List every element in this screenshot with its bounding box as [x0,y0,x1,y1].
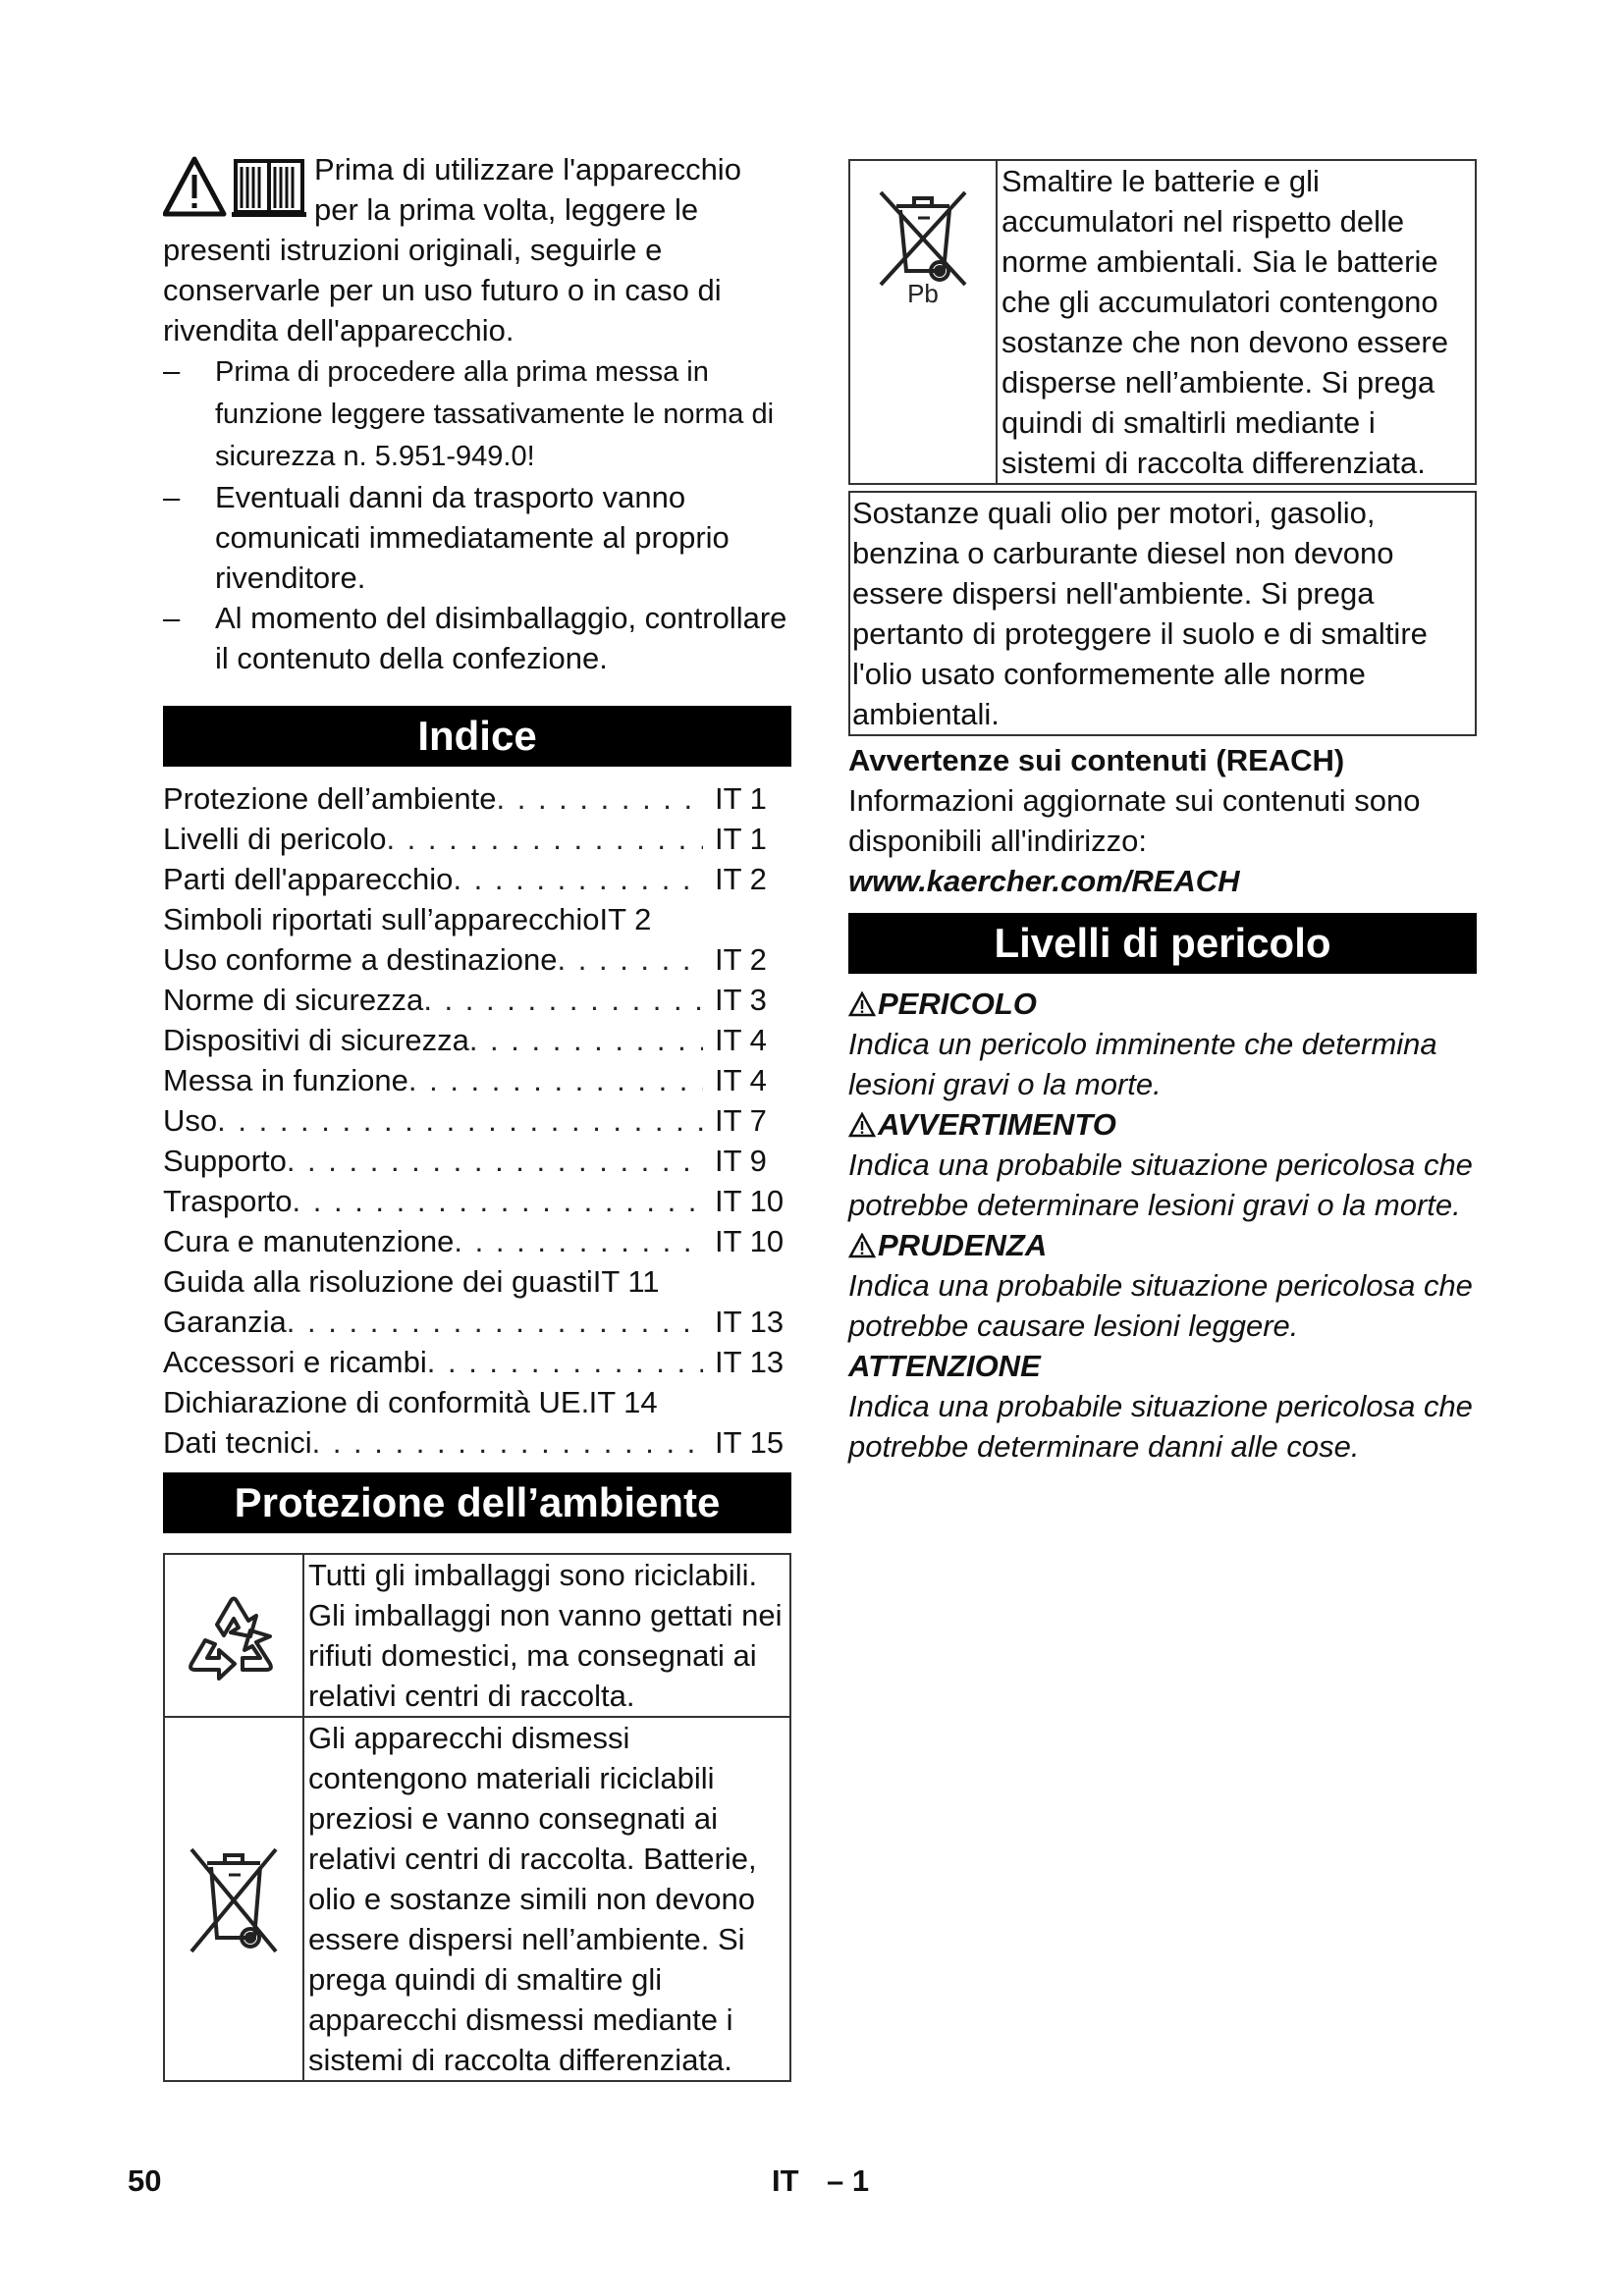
footer-lang: IT [772,2163,799,2198]
warning-triangle-icon [163,153,310,220]
table-cell-text: Tutti gli imballaggi sono riciclabili. Gli imballaggi non vanno gettati nei rifiuti domestici, ma consegnati ai relativi centri di raccolta. [303,1554,790,1717]
icon-cell [164,1717,303,2081]
toc-entry[interactable]: Cura e manutenzione . . . IT 10 [163,1221,791,1261]
table-cell-text: Smaltire le batterie e gli accumulatori nel rispetto delle norme ambientali. Sia le batterie che gli accumulatori contengono sostanze che non devono essere disperse nell’ambiente. Si prega quindi di smaltirli mediante i sistemi di raccolta differenziata. [997,160,1476,484]
toc-entry[interactable]: Parti dell'apparecchio . . . IT 2 [163,859,791,899]
hazard-description: Indica una probabile situazione pericolosa che potrebbe causare lesioni leggere. [848,1268,1473,1343]
warning-triangle-icon [848,991,876,1017]
list-item: – Eventuali danni da trasporto vanno comunicati immediatamente al proprio rivenditore. [163,480,730,595]
toc-entry[interactable]: Dichiarazione di conformità UE . . . IT 14 [163,1382,791,1422]
hazard-description: Indica una probabile situazione pericolosa che potrebbe determinare danni alle cose. [848,1389,1473,1464]
toc-entry[interactable]: Uso . . . IT 7 [163,1100,791,1141]
toc-entry[interactable]: Livelli di pericolo . . . IT 1 [163,819,791,859]
toc-entry[interactable]: Messa in funzione . . . IT 4 [163,1060,791,1100]
toc-entry[interactable]: Garanzia . . . IT 13 [163,1302,791,1342]
environment-heading: Protezione dell’ambiente [163,1472,791,1533]
toc-entry[interactable]: Dati tecnici . . . IT 15 [163,1422,791,1463]
toc-entry[interactable]: Protezione dell’ambiente . . . IT 1 [163,778,791,819]
toc-entry[interactable]: Simboli riportati sull’apparecchio IT 2 [163,902,652,936]
hazard-description: Indica un pericolo imminente che determina lesioni gravi o la morte. [848,1027,1437,1101]
intro-list [163,350,791,678]
icon-cell [164,1554,303,1717]
left-column [163,149,791,2082]
table-row [164,1717,790,2081]
toc-entry[interactable]: Norme di sicurezza . . . IT 3 [163,980,791,1020]
pb-label: Pb [907,279,939,304]
table-cell-text: Gli apparecchi dismessi contengono materiali riciclabili preziosi e vanno consegnati ai relativi centri di raccolta. Batterie, olio e sostanze simili non devono essere dispersi nell’ambiente. Si prega quindi di smaltire gli apparecchi dismessi mediante i sistemi di raccolta differenziata. [303,1717,790,2081]
table-of-contents [163,778,791,1463]
intro-block [163,149,791,678]
right-column [848,159,1477,1467]
reach-heading: Avvertenze sui contenuti (REACH) [848,743,1345,777]
recycling-icon [180,1581,288,1689]
hazard-description: Indica una probabile situazione pericolosa che potrebbe determinare lesioni gravi o la morte. [848,1148,1473,1222]
hazard-label: ATTENZIONE [848,1349,1041,1383]
page-number: 50 [128,2163,162,2198]
reach-link[interactable]: www.kaercher.com/REACH [848,864,1240,898]
list-item: – Prima di procedere alla prima messa in funzione leggere tassativamente le norma di sicurezza n. 5.951-949.0! [163,353,775,472]
toc-entry[interactable]: Guida alla risoluzione dei guasti IT 11 [163,1264,660,1299]
intro-icons [163,153,310,220]
toc-entry[interactable]: Accessori e ricambi . . . IT 13 [163,1342,791,1382]
list-item: – Al momento del disimballaggio, controllare il contenuto della confezione. [163,601,787,675]
hazard-label: AVVERTIMENTO [848,1104,1477,1145]
index-heading: Indice [163,706,791,767]
hazard-levels [848,984,1477,1467]
table-row [849,160,1476,484]
warning-triangle-icon [848,1112,876,1138]
toc-entry[interactable]: Dispositivi di sicurezza . . . IT 4 [163,1020,791,1060]
oil-notice: Sostanze quali olio per motori, gasolio, benzina o carburante diesel non devono essere dispersi nell'ambiente. Si prega pertanto di proteggere il suolo e di smaltire l'olio usato conformemente alle norme ambientali. [848,491,1477,736]
toc-entry[interactable]: Supporto . . . IT 9 [163,1141,791,1181]
table-row [164,1554,790,1717]
hazard-label: PRUDENZA [848,1225,1477,1265]
intro-text: Prima di utilizzare l'apparecchio per la prima volta, leggere le presenti istruzioni originali, seguirle e conservarle per un uso futuro o in caso di rivendita dell'apparecchio. [163,152,741,347]
crossed-bin-pb-icon [869,187,977,304]
battery-table [848,159,1477,485]
crossed-bin-icon [180,1836,288,1963]
icon-cell [849,160,997,484]
hazard-label: PERICOLO [848,984,1477,1024]
toc-entry[interactable]: Trasporto . . . IT 10 [163,1181,791,1221]
manual-book-icon [232,161,306,217]
toc-entry[interactable]: Uso conforme a destinazione . . . IT 2 [163,939,791,980]
environment-table [163,1553,791,2082]
warning-triangle-icon [848,1233,876,1258]
hazard-levels-heading: Livelli di pericolo [848,913,1477,974]
reach-text: Informazioni aggiornate sui contenuti sono disponibili all'indirizzo: [848,783,1421,858]
footer-section-page: – 1 [827,2163,870,2198]
